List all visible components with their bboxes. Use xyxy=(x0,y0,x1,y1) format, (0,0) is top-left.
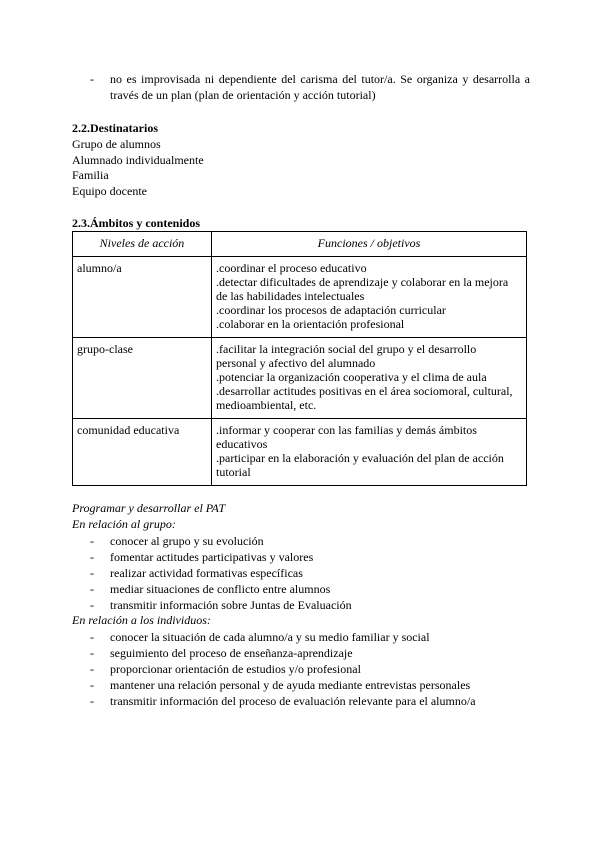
function-line: .participar en la elaboración y evaluación del plan de acción xyxy=(216,451,504,465)
table-cell-level: alumno/a xyxy=(73,257,212,338)
individuos-list xyxy=(90,629,540,709)
table-cell-level: grupo-clase xyxy=(73,338,212,419)
destinatario-item: Familia xyxy=(72,168,109,182)
table-cell-functions xyxy=(212,257,527,338)
list-item-text: conocer al grupo y su evolución xyxy=(110,534,264,548)
table-header-row xyxy=(73,232,527,257)
ambitos-heading: 2.3.Ámbitos y contenidos xyxy=(72,216,201,230)
function-line: personal y afectivo del alumnado xyxy=(216,356,376,370)
list-item xyxy=(90,645,540,661)
function-line: de las habilidades intelectuales xyxy=(216,289,365,303)
grupo-label: En relación al grupo: xyxy=(72,517,176,531)
bullet-dash: - xyxy=(90,662,94,676)
list-item-text: mantener una relación personal y de ayuda mediante entrevistas personales xyxy=(110,678,471,692)
intro-bullet-line1: no es improvisada ni dependiente del carisma del tutor/a. Se organiza y desarrolla a xyxy=(110,72,530,86)
bullet-dash: - xyxy=(90,694,94,708)
table-cell-level: comunidad educativa xyxy=(73,419,212,486)
table-row xyxy=(73,419,527,486)
destinatario-item: Equipo docente xyxy=(72,184,147,198)
function-line: .desarrollar actitudes positivas en el área sociomoral, cultural, xyxy=(216,384,513,398)
list-item-text: proporcionar orientación de estudios y/o profesional xyxy=(110,662,361,676)
list-item xyxy=(90,565,540,581)
table-header-niveles: Niveles de acción xyxy=(73,232,212,257)
function-line: medioambiental, etc. xyxy=(216,398,317,412)
table-header-funciones: Funciones / objetivos xyxy=(212,232,527,257)
table-row xyxy=(73,257,527,338)
function-line: educativos xyxy=(216,437,268,451)
bullet-dash: - xyxy=(90,646,94,660)
list-item xyxy=(90,597,540,613)
function-line: tutorial xyxy=(216,465,251,479)
list-item-text: transmitir información sobre Juntas de Evaluación xyxy=(110,598,352,612)
list-item xyxy=(90,661,540,677)
list-item-text: mediar situaciones de conflicto entre alumnos xyxy=(110,582,331,596)
table-cell-functions xyxy=(212,338,527,419)
function-line: .detectar dificultades de aprendizaje y colaborar en la mejora xyxy=(216,275,509,289)
table-row xyxy=(73,338,527,419)
bullet-dash: - xyxy=(90,598,94,612)
list-item xyxy=(90,581,540,597)
function-line: .facilitar la integración social del grupo y el desarrollo xyxy=(216,342,477,356)
individuos-label: En relación a los individuos: xyxy=(72,613,211,627)
pat-title: Programar y desarrollar el PAT xyxy=(72,501,226,515)
table-cell-functions xyxy=(212,419,527,486)
function-line: .colaborar en la orientación profesional xyxy=(216,317,405,331)
intro-bullet xyxy=(90,72,530,103)
intro-bullet-line2: través de un plan (plan de orientación y acción tutorial) xyxy=(110,87,376,102)
bullet-dash: - xyxy=(90,630,94,644)
list-item-text: realizar actividad formativas específicas xyxy=(110,566,303,580)
function-line: .coordinar el proceso educativo xyxy=(216,261,367,275)
bullet-dash: - xyxy=(90,534,94,548)
list-item-text: transmitir información del proceso de evaluación relevante para el alumno/a xyxy=(110,694,476,708)
list-item xyxy=(90,533,540,549)
destinatario-item: Alumnado individualmente xyxy=(72,153,204,167)
bullet-dash: - xyxy=(90,566,94,580)
grupo-list xyxy=(90,533,540,613)
bullet-dash: - xyxy=(90,678,94,692)
list-item xyxy=(90,629,540,645)
list-item-text: conocer la situación de cada alumno/a y su medio familiar y social xyxy=(110,630,430,644)
destinatario-item: Grupo de alumnos xyxy=(72,137,161,151)
list-item xyxy=(90,693,540,709)
ambitos-table xyxy=(72,231,527,486)
bullet-dash: - xyxy=(90,550,94,564)
function-line: .coordinar los procesos de adaptación curricular xyxy=(216,303,446,317)
list-item-text: seguimiento del proceso de enseñanza-aprendizaje xyxy=(110,646,353,660)
function-line: .potenciar la organización cooperativa y el clima de aula xyxy=(216,370,487,384)
list-item xyxy=(90,677,540,693)
destinatarios-heading: 2.2.Destinatarios xyxy=(72,121,158,135)
list-item-text: fomentar actitudes participativas y valores xyxy=(110,550,314,564)
list-item xyxy=(90,549,540,565)
bullet-dash: - xyxy=(90,582,94,596)
function-line: .informar y cooperar con las familias y demás ámbitos xyxy=(216,423,477,437)
bullet-dash: - xyxy=(90,72,94,86)
